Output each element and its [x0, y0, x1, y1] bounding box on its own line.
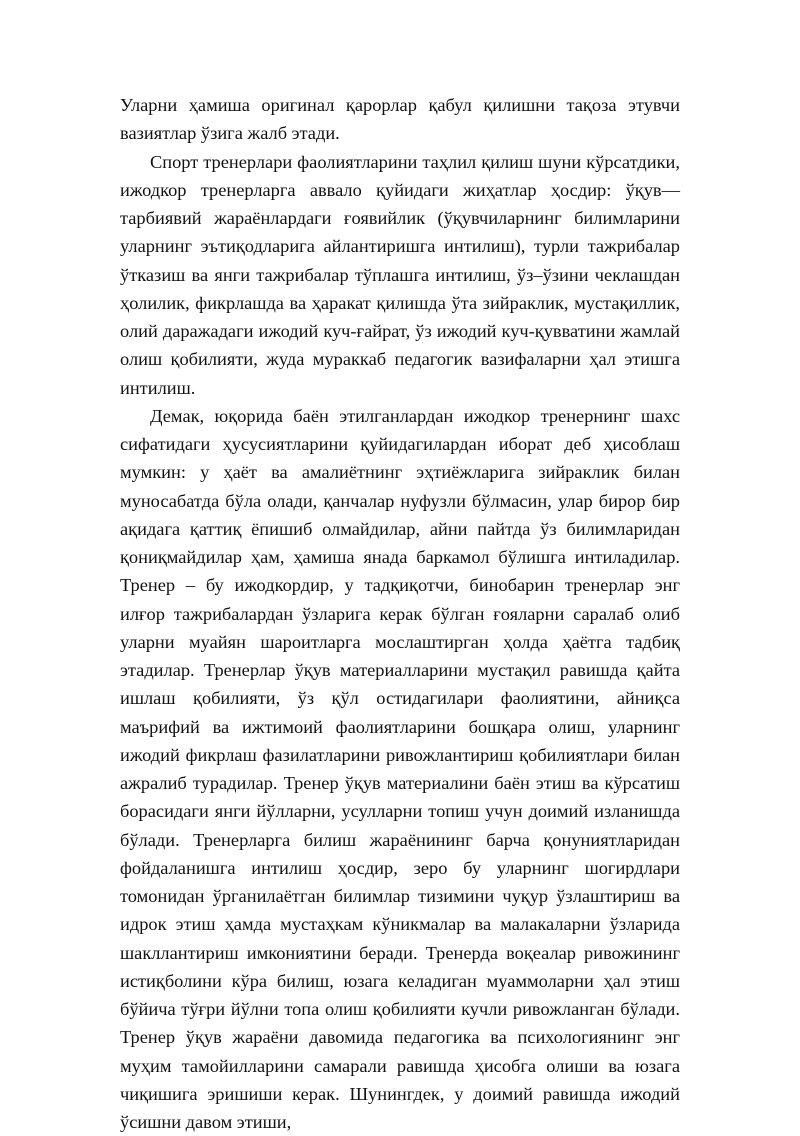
paragraph-coach-qualities: Спорт тренерлари фаолиятларини таҳлил қилиш шуни кўрсатдики, ижодкор тренерларга аввало қуйидаги жиҳатлар ҳосдир: ўқув—тарбиявий жараёнлардаги ғоявийлик (ўқувчиларнинг билимларини уларнинг эътиқодларига айлантиришга интилиш), турли тажрибалар ўтказиш ва янги тажрибалар тўплашга интилиш, ўз–ўзини чеклашдан ҳолилик, фикрлашда ва ҳаракат қилишда ўта зийраклик, мустақиллик, олий даражадаги ижодий куч-ғайрат, ўз ижодий куч-қувватини жамлай олиш қобилияти, жуда мураккаб педагогик вазифаларни ҳал этишга интилиш.	[120, 151, 680, 398]
paragraph-creative-coach: Демак, юқорида баён этилганлардан ижодкор тренернинг шахс сифатидаги ҳусусиятларини қуйидагилардан иборат деб ҳисоблаш мумкин: у ҳаёт ва амалиётнинг эҳтиёжларига зийраклик билан муносабатда бўла олади, қанчалар нуфузли бўлмасин, улар бирор бир ақидага қаттиқ ёпишиб олмайдилар, айни пайтда ўз билимларидан қониқмайдилар ҳам, ҳамиша янада баркамол бўлишга интиладилар. Тренер – бу ижодкордир, у тадқиқотчи, бинобарин тренерлар энг илғор тажрибалардан ўзларига керак бўлган ғояларни саралаб олиб уларни муайян шароитларга мослаштирган ҳолда ҳаётга тадбиқ этадилар. Тренерлар ўқув материалларини мустақил равишда қайта ишлаш қобилияти, ўз қўл остидагилари фаолиятини, айниқса маърифий ва ижтимоий фаолиятларини бошқара олиш, уларнинг ижодий фикрлаш фазилатларини ривожлантириш қобилиятлари билан ажралиб турадилар. Тренер ўқув материалини баён этиш ва кўрсатиш борасидаги янги йўлларни, усулларни топиш учун доимий изланишда бўлади. Тренерларга билиш жараёнининг барча қонуниятларидан фойдаланишга интилиш ҳосдир, зеро бу уларнинг шогирдлари томонидан ўрганилаётган билимлар тизимини чуқур ўзлаштириш ва идрок этиш ҳамда мустаҳкам кўникмалар ва малакаларни ўзларида шакллантириш имкониятини беради. Тренерда воқеалар ривожининг истиқболини кўра билиш, юзага келадиган муаммоларни ҳал этиш бўйича тўғри йўлни топа олиш қобилияти кучли ривожланган бўлади. Тренер ўқув жараёни давомида педагогика ва психологиянинг энг муҳим тамойилларини самарали равишда ҳисобга олиши ва юзага чиқишига эришиши керак. Шунингдек, у доимий равишда ижодий ўсишни давом этиши,	[120, 405, 680, 1132]
paragraph-continuation: Уларни ҳамиша оригинал қарорлар қабул қилишни тақоза этувчи вазиятлар ўзига жалб этади.	[120, 95, 680, 144]
document-page	[120, 91, 680, 1136]
